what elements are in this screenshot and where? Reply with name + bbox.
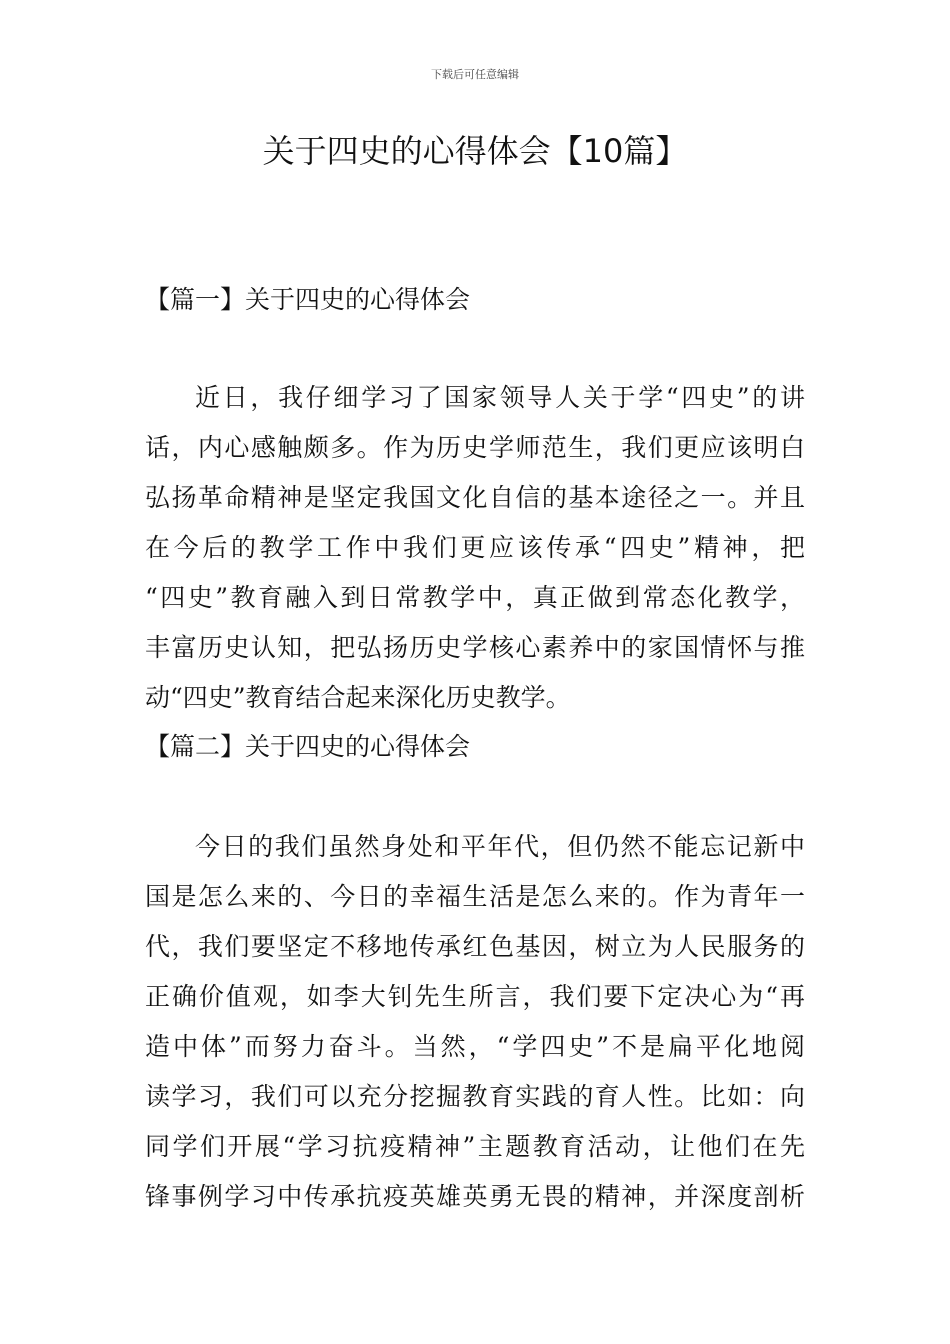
section-heading-1: 【篇一】关于四史的心得体会 [145,285,471,314]
paragraph-line: “四史”教育融入到日常教学中，真正做到常态化教学， [145,583,805,612]
paragraph-line: 造中体”而努力奋斗。当然，“学四史”不是扁平化地阅 [145,1032,805,1061]
paragraph-line: 代，我们要坚定不移地传承红色基因，树立为人民服务的 [145,932,805,961]
paragraph-line: 读学习，我们可以充分挖掘教育实践的育人性。比如：向 [145,1082,805,1111]
paragraph-line: 在今后的教学工作中我们更应该传承“四史”精神，把 [145,533,805,562]
paragraph-line: 弘扬革命精神是坚定我国文化自信的基本途径之一。并且 [145,483,805,512]
header-note: 下载后可任意编辑 [431,68,519,81]
paragraph-line: 国是怎么来的、今日的幸福生活是怎么来的。作为青年一 [145,882,805,911]
document-title: 关于四史的心得体会【10篇】 [262,132,688,170]
paragraph-line: 同学们开展“学习抗疫精神”主题教育活动，让他们在先 [145,1132,805,1161]
paragraph-line: 近日，我仔细学习了国家领导人关于学“四史”的讲 [195,383,805,412]
paragraph-line: 锋事例学习中传承抗疫英雄英勇无畏的精神，并深度剖析 [145,1182,805,1211]
paragraph-line: 话，内心感触颇多。作为历史学师范生，我们更应该明白 [145,433,805,462]
paragraph-line: 正确价值观，如李大钊先生所言，我们要下定决心为“再 [145,982,805,1011]
paragraph-line: 丰富历史认知，把弘扬历史学核心素养中的家国情怀与推 [145,633,805,662]
paragraph-line: 动“四史”教育结合起来深化历史教学。 [145,683,571,712]
paragraph-line: 今日的我们虽然身处和平年代，但仍然不能忘记新中 [195,832,805,861]
section-heading-2: 【篇二】关于四史的心得体会 [145,732,471,761]
